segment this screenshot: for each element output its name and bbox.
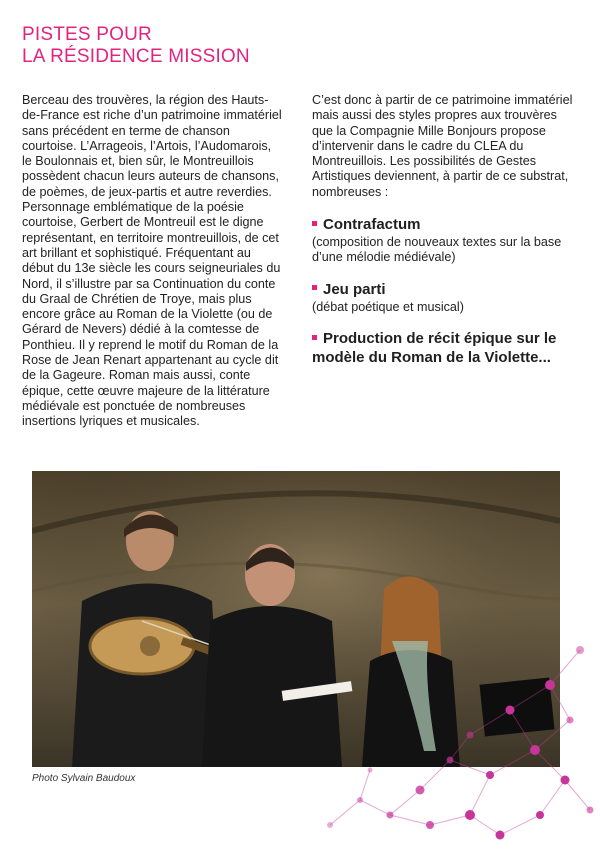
bullet-square-icon xyxy=(312,335,317,340)
bullet-description: (composition de nouveaux textes sur la base d’une mélodie médiévale) xyxy=(312,235,562,265)
bullet-description: (débat poétique et musical) xyxy=(312,299,464,314)
left-column xyxy=(22,93,284,430)
right-intro-paragraph: C’est donc à partir de ce patrimoine immatériel mais aussi des styles propres aux trouvères que la Compagnie Mille Bonjours propose d’intervenir dans le cadre du CLEA du Montreuillois. Les possibilités de Gestes Artistiques deviennent, à partir de ce substrat, nombreuses : xyxy=(312,93,573,199)
right-column xyxy=(312,93,580,367)
network-graphic xyxy=(300,640,600,849)
bullet-item xyxy=(312,329,580,367)
bullet-item xyxy=(312,215,580,266)
photo-caption: Photo Sylvain Baudoux xyxy=(32,773,136,784)
bullet-title: Jeu parti xyxy=(323,280,386,298)
title-line-2: LA RÉSIDENCE MISSION xyxy=(22,46,250,67)
bullet-title: Contrafactum xyxy=(323,216,421,234)
bullet-item xyxy=(312,280,580,315)
bullet-title: Production de récit épique sur le modèle du Roman de la Violette... xyxy=(312,329,557,366)
bullet-square-icon xyxy=(312,285,317,290)
intro-paragraph: Berceau des trouvères, la région des Hauts-de-France est riche d’un patrimoine immatériel sans précédent en terme de chanson courtoise. L’Arrageois, l’Artois, l’Audomarois, le Boulonnais et, bien sûr, le Montreuillois possèdent chacun leurs auteurs de chansons, de poèmes, de jeux-partis et autre reverdies. Personnage emblématique de la poésie courtoise, Gerbert de Montreuil est le digne représentant, en territoire montreuillois, de cet art brillant et sophistiqué. Fréquentant au début du 13e siècle les cours seigneuriales du Nord, il s’illustre par sa Continuation du conte du Graal de Chrétien de Troye, mais plus encore grâce au Roman de la Violette (ou de Gérard de Nevers) dédié à la comtesse de Ponthieu. Il y reprend le motif du Roman de la Rose de Jean Renart appartenant au cycle dit de la Gageure. Roman mais aussi, conte épique, cette œuvre majeure de la littérature médiévale est ponctuée de nombreuses insertions lyriques et musicales. xyxy=(22,93,282,429)
page-title xyxy=(22,24,250,68)
bullet-square-icon xyxy=(312,221,317,226)
title-line-1: PISTES POUR xyxy=(22,24,152,45)
